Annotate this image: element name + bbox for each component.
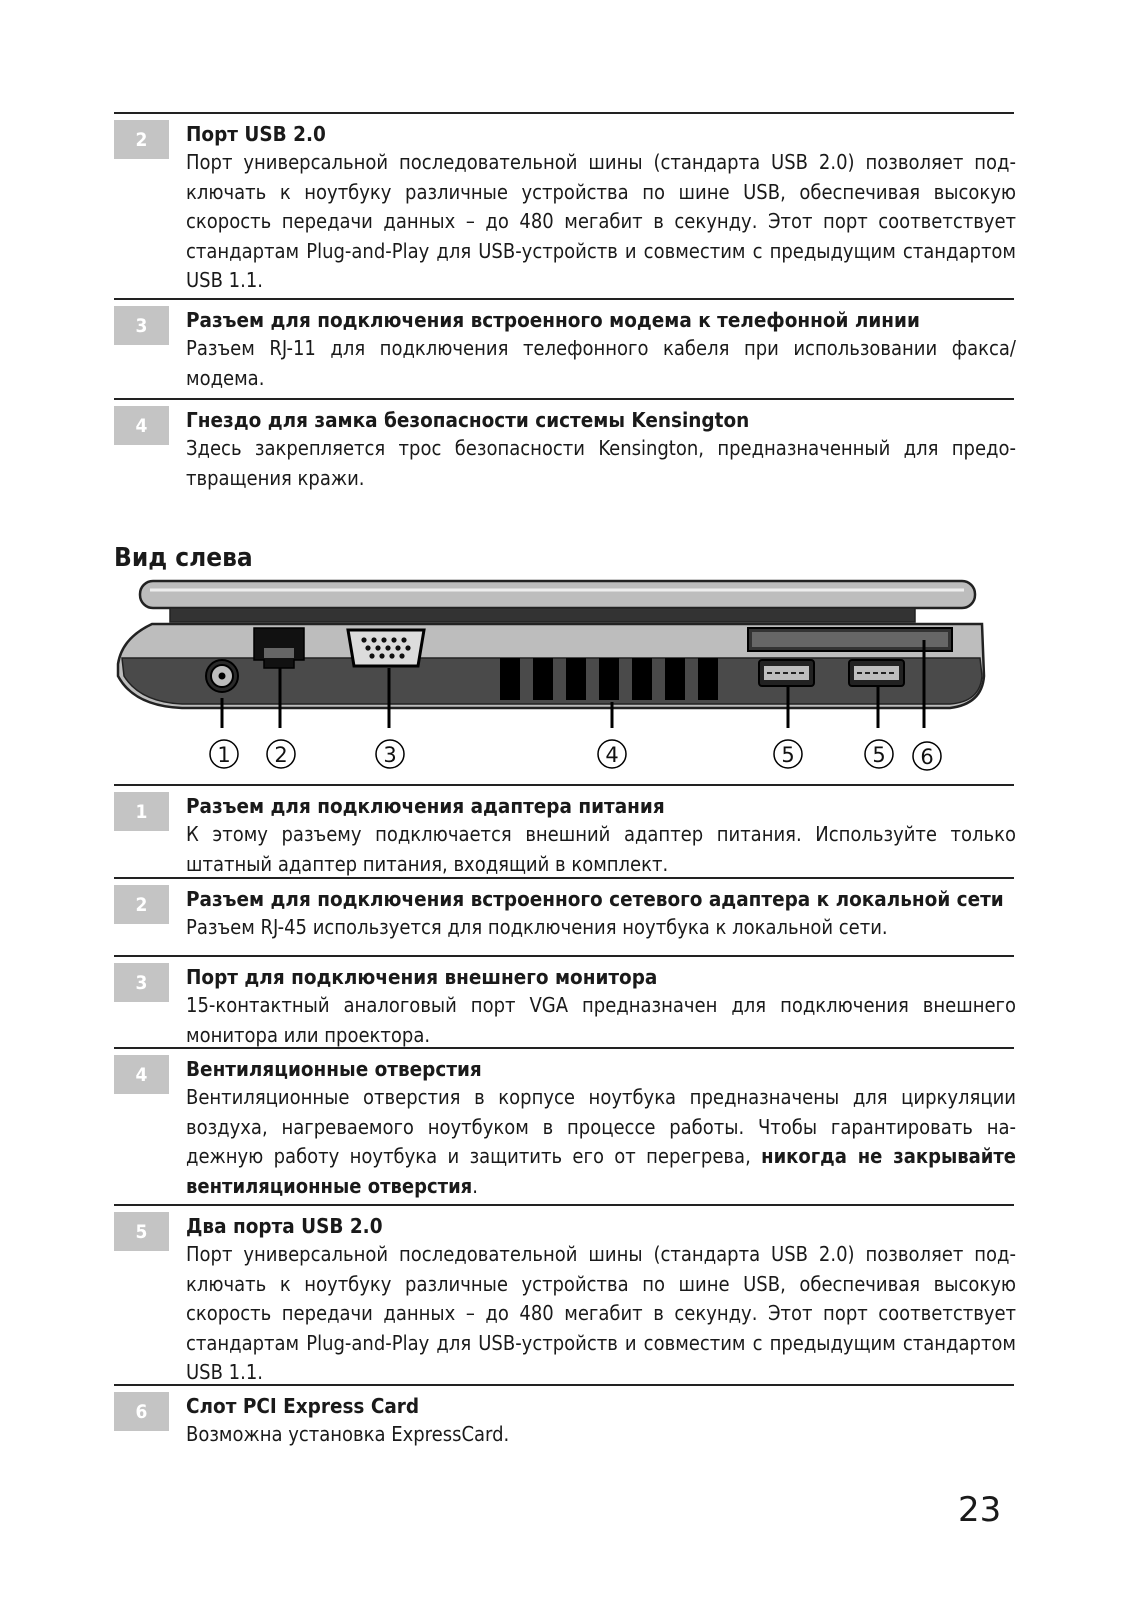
- entry-body: Порт универсальной последовательной шины (стандарта USB 2.0) позволяет подключать к ноутбуку различные устройства по шине USB, обеспечивая высокую скорость передачи данных – до 480 мегабит в секунду. Этот порт соответствует стандартам Plug-and-Play для USB-устройств и совместим с предыдущим стандартом USB 1.1.: [186, 1242, 1016, 1385]
- entry-title: Вентиляционные отверстия: [186, 1057, 482, 1081]
- callout-4: 4: [605, 743, 619, 767]
- usb-port: [759, 660, 814, 686]
- page-number: 23: [958, 1490, 1002, 1530]
- entry-ventilation: [114, 1047, 1017, 1198]
- entry-body: К этому разъему подключается внешний адаптер питания. Используйте только штатный адаптер питания, входящий в комплект.: [186, 822, 1016, 876]
- entry-lan-port: [114, 877, 1014, 939]
- entry-two-usb-ports: [114, 1204, 1016, 1385]
- entry-power-jack: [114, 784, 1016, 876]
- entry-kensington-lock: [114, 398, 1016, 490]
- entry-title: Слот PCI Express Card: [186, 1394, 420, 1418]
- entry-body: Возможна установка ExpressCard.: [186, 1422, 510, 1446]
- entry-number: 2: [114, 120, 169, 159]
- entry-title: Два порта USB 2.0: [186, 1214, 383, 1238]
- entry-title: Порт для подключения внешнего монитора: [186, 965, 658, 989]
- callout-5a: 5: [781, 743, 795, 767]
- entry-title: Порт USB 2.0: [186, 122, 326, 146]
- section-heading: Вид слева: [114, 543, 253, 573]
- entry-number: 1: [114, 792, 169, 831]
- entry-body-end: .: [472, 1173, 478, 1198]
- entry-modem-port: [114, 298, 1016, 390]
- entry-title: Разъем для подключения адаптера питания: [186, 794, 665, 818]
- entry-vga-port: [114, 955, 1016, 1047]
- entry-body: Здесь закрепляется трос безопасности Kensington, предназначенный для предотвращения кражи.: [186, 436, 1016, 490]
- entry-number: 2: [114, 885, 169, 924]
- entry-title: Разъем для подключения встроенного модема к телефонной линии: [186, 308, 920, 332]
- entry-title: Разъем для подключения встроенного сетевого адаптера к локальной сети: [186, 887, 1004, 911]
- callout-6: 6: [920, 745, 934, 769]
- usb-port: [849, 660, 904, 686]
- laptop-lid: [140, 581, 975, 608]
- entry-number: 4: [114, 406, 169, 445]
- entry-body: Разъем RJ-45 используется для подключения ноутбука к локальной сети.: [186, 915, 888, 939]
- entry-body: Порт универсальной последовательной шины (стандарта USB 2.0) позволяет подключать к ноутбуку различные устройства по шине USB, обеспечивая высокую скорость передачи данных – до 480 мегабит в секунду. Этот порт соответствует стандартам Plug-and-Play для USB-устройств и совместим с предыдущим стандартом USB 1.1.: [186, 150, 1016, 293]
- entry-body: 15-контактный аналоговый порт VGA предназначен для подключения внешнего монитора или проектора.: [186, 993, 1016, 1047]
- entry-expresscard-slot: [114, 1384, 1014, 1446]
- entry-number: 6: [114, 1392, 169, 1431]
- laptop-left-side-diagram: [112, 576, 1012, 782]
- callout-3: 3: [383, 743, 397, 767]
- entry-number: 4: [114, 1055, 169, 1094]
- entry-body: [186, 1083, 1016, 1201]
- entry-usb-port: [114, 112, 1016, 293]
- callout-5b: 5: [872, 743, 886, 767]
- callout-1: 1: [217, 743, 231, 767]
- entry-number: 5: [114, 1212, 169, 1251]
- entry-number: 3: [114, 306, 169, 345]
- entry-title: Гнездо для замка безопасности системы Kensington: [186, 408, 750, 432]
- entry-body-warning: никогда не закрывайте вентиляционные отверстия: [186, 1144, 1017, 1198]
- entry-number: 3: [114, 963, 169, 1002]
- entry-body-text: Вентиляционные отверстия в корпусе ноутбука предназначены для циркуляции воздуха, нагреваемого ноутбуком в процессе работы. Чтобы гарантировать надежную работу ноутбука и защитить его от перегрева,: [186, 1085, 1016, 1169]
- callout-2: 2: [274, 743, 288, 767]
- entry-body: Разъем RJ-11 для подключения телефонного кабеля при использовании факса/модема.: [186, 336, 1016, 390]
